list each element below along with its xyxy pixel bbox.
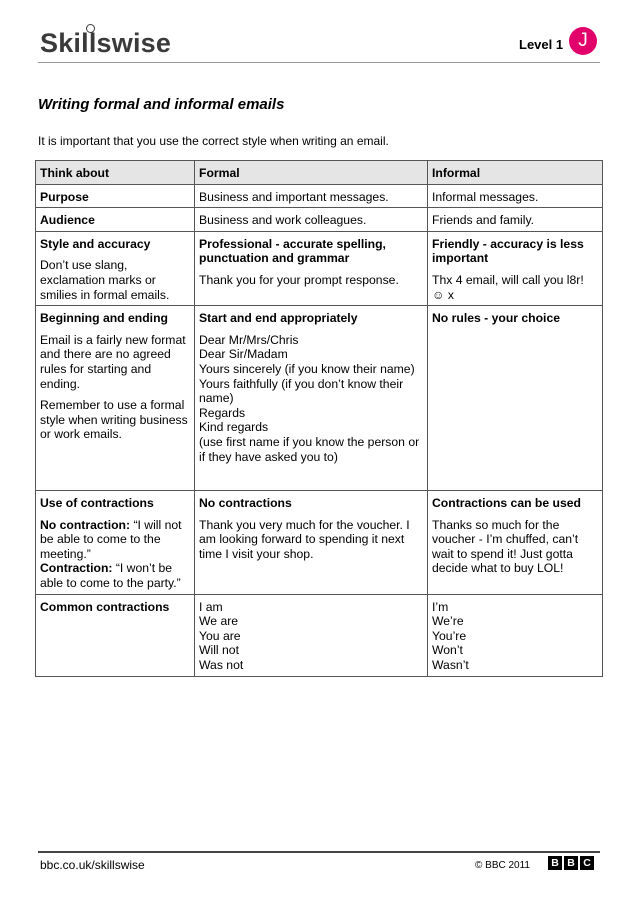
- table-row: [36, 594, 603, 676]
- table-row: [36, 184, 603, 208]
- table-row: [36, 306, 603, 491]
- comparison-table: [35, 160, 603, 677]
- column-header: Formal: [195, 161, 428, 185]
- table-header-row: [36, 161, 603, 185]
- cell-heading: Contractions can be used: [432, 496, 581, 511]
- row-label: Audience: [36, 208, 195, 232]
- row-label: Style and accuracy: [40, 236, 151, 251]
- list-item: I’m: [432, 599, 449, 614]
- cell-note: Remember to use a formal style when writing business or work emails.: [40, 398, 188, 442]
- list-item: Yours faithfully (if you don’t know their name): [199, 376, 404, 406]
- table-cell: Informal messages.: [428, 184, 603, 208]
- list-item: Kind regards: [199, 420, 269, 435]
- no-contraction-label: No contraction:: [40, 517, 131, 532]
- cell-heading: Professional - accurate spelling, punctuation and grammar: [199, 236, 386, 266]
- intro-text: It is important that you use the correct style when writing an email.: [38, 134, 389, 148]
- cell-example: Thank you for your prompt response.: [199, 272, 399, 287]
- table-cell: [428, 231, 603, 305]
- list-item: Dear Mr/Mrs/Chris: [199, 332, 299, 347]
- footer-url: bbc.co.uk/skillswise: [40, 858, 145, 872]
- footer-divider: [38, 851, 600, 853]
- table-row: [36, 231, 603, 305]
- list-item: I am: [199, 599, 223, 614]
- cell-heading: No rules - your choice: [432, 311, 560, 326]
- table-cell: [195, 306, 428, 491]
- level-label: Level 1: [519, 37, 564, 52]
- contraction-label: Contraction:: [40, 561, 113, 576]
- no-contraction-text: “I will not be able to come to the meeting.”: [40, 517, 182, 561]
- list-item: Regards: [199, 405, 246, 420]
- cell-example: Thanks so much for the voucher - I’m chuffed, can’t wait to spend it! Just gotta decide what to buy LOL!: [432, 517, 579, 576]
- cell-heading: No contractions: [199, 496, 292, 511]
- cell-example: Thx 4 email, will call you l8r! ☺ x: [432, 272, 584, 302]
- table-cell: [36, 491, 195, 595]
- row-label: Purpose: [36, 184, 195, 208]
- table-cell: Friends and family.: [428, 208, 603, 232]
- table-cell: [36, 231, 195, 305]
- table-row: [36, 491, 603, 595]
- header-divider: [38, 62, 600, 63]
- list-item: Wasn’t: [432, 658, 469, 673]
- page-title: Writing formal and informal emails: [38, 96, 285, 113]
- table-cell: [195, 594, 428, 676]
- copyright-text: © BBC 2011: [475, 860, 530, 871]
- column-header: Think about: [36, 161, 195, 185]
- table-cell: [36, 306, 195, 491]
- bbc-letter: C: [580, 856, 594, 870]
- cell-note: Don’t use slang, exclamation marks or smilies in formal emails.: [40, 258, 170, 302]
- row-label: Common contractions: [36, 594, 195, 676]
- logo-dot-icon: [86, 24, 95, 33]
- bbc-letter: B: [548, 856, 562, 870]
- list-item: Will not: [199, 643, 239, 658]
- list-item: Dear Sir/Madam: [199, 347, 288, 362]
- list-item: We are: [199, 614, 239, 629]
- table-row: [36, 208, 603, 232]
- list-item: Yours sincerely (if you know their name): [199, 361, 415, 376]
- cell-heading: Friendly - accuracy is less important: [432, 236, 584, 266]
- table-cell: [195, 231, 428, 305]
- column-header: Informal: [428, 161, 603, 185]
- skillswise-logo: Skillswise: [40, 28, 172, 58]
- level-badge: J: [569, 27, 597, 55]
- table-cell: [428, 491, 603, 595]
- list-item: (use first name if you know the person or if they have asked you to): [199, 434, 420, 464]
- cell-note: [40, 518, 190, 591]
- cell-example: Thank you very much for the voucher. I am looking forward to spending it next time I visit your shop.: [199, 517, 410, 561]
- table-cell: Business and work colleagues.: [195, 208, 428, 232]
- contraction-text: “I won’t be able to come to the party.”: [40, 561, 181, 591]
- list-item: Was not: [199, 658, 244, 673]
- list-item: Won’t: [432, 643, 463, 658]
- list-item: We’re: [432, 614, 464, 629]
- list-item: You’re: [432, 628, 467, 643]
- bbc-logo: [548, 856, 594, 870]
- table-cell: [195, 491, 428, 595]
- row-label: Beginning and ending: [40, 311, 168, 326]
- table-cell: Business and important messages.: [195, 184, 428, 208]
- list-item: You are: [199, 628, 241, 643]
- cell-note: Email is a fairly new format and there are no agreed rules for starting and ending.: [40, 332, 186, 391]
- cell-heading: Start and end appropriately: [199, 311, 358, 326]
- bbc-letter: B: [564, 856, 578, 870]
- table-cell: [428, 306, 603, 491]
- cell-lines: [199, 333, 423, 464]
- table-cell: [428, 594, 603, 676]
- row-label: Use of contractions: [40, 496, 154, 511]
